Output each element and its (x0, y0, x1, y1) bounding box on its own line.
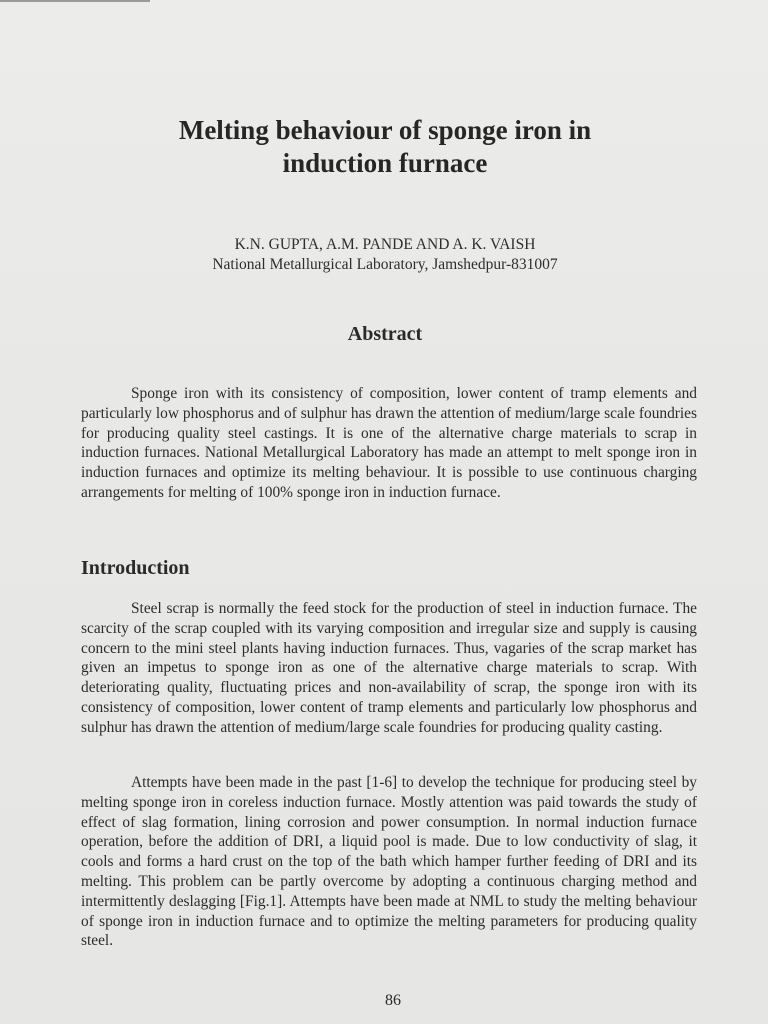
affiliation: National Metallurgical Laboratory, Jamshedpur-831007 (212, 256, 558, 273)
top-rule (0, 0, 150, 2)
introduction-paragraph-1: Steel scrap is normally the feed stock for the production of steel in induction furnace. The scarcity of the scrap coupled with its varying composition and irregular size and supply is causing concern to the mini steel plants having induction furnaces. Thus, vagaries of the scrap market has given an impetus to sponge iron as one of the alternative charge materials to scrap. With deteriorating quality, fluctuating prices and non-availability of scrap, the sponge iron with its consistency of composition, lower content of tramp elements and particularly low phosphorus and sulphur has drawn the attention of medium/large scale foundries for producing quality casting. (81, 600, 697, 736)
title-line-1: Melting behaviour of sponge iron in (178, 115, 592, 145)
abstract-text: Sponge iron with its consistency of composition, lower content of tramp elements and particularly low phosphorus and of sulphur has drawn the attention of medium/large scale foundries for producing quality steel castings. It is one of the alternative charge materials to scrap in induction furnaces. National Metallurgical Laboratory has made an attempt to melt sponge iron in induction furnaces and optimize its melting behaviour. It is possible to use continuous charging arrangements for melting of 100% sponge iron in induction furnace. (81, 385, 697, 501)
paper-title (60, 114, 710, 180)
abstract-heading: Abstract (347, 323, 423, 345)
page-number: 86 (385, 992, 401, 1009)
author-block (60, 235, 710, 275)
introduction-heading: Introduction (81, 557, 190, 579)
introduction-paragraph-2: Attempts have been made in the past [1-6] to develop the technique for producing steel by melting sponge iron in coreless induction furnace. Mostly attention was paid towards the study of effect of slag formation, lining corrosion and power consumption. In normal induction furnace operation, before the addition of DRI, a liquid pool is made. Due to low conductivity of slag, it cools and forms a hard crust on the top of the bath which hamper further feeding of DRI and its melting. This problem can be partly overcome by adopting a continuous charging method and intermittently deslagging [Fig.1]. Attempts have been made at NML to study the melting behaviour of sponge iron in induction furnace and to optimize the melting parameters for producing quality steel. (81, 774, 697, 950)
authors: K.N. GUPTA, A.M. PANDE AND A. K. VAISH (234, 236, 536, 253)
title-line-2: induction furnace (282, 148, 488, 178)
